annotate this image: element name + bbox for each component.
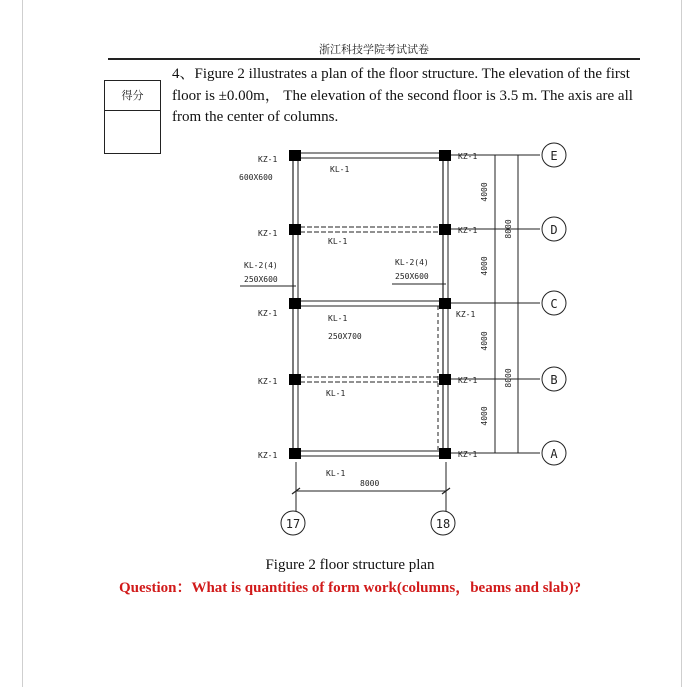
axis-label-C: C bbox=[550, 297, 558, 311]
axis-label-17: 17 bbox=[285, 517, 301, 531]
column-E18 bbox=[439, 150, 451, 161]
dim-4000-CB: 4000 bbox=[480, 331, 489, 351]
label-kl2-left: KL-2(4) bbox=[244, 261, 278, 270]
label-kz1-B18: KZ-1 bbox=[458, 376, 478, 385]
figure-caption: Figure 2 floor structure plan bbox=[265, 557, 435, 573]
label-kz1-B17: KZ-1 bbox=[258, 377, 278, 386]
axis-label-18: 18 bbox=[435, 517, 451, 531]
column-C18 bbox=[439, 298, 451, 309]
label-kl1-E: KL-1 bbox=[330, 165, 350, 174]
label-kz1-C17: KZ-1 bbox=[258, 309, 278, 318]
dim-8000-EC: 8000 bbox=[504, 219, 513, 239]
column-B17 bbox=[289, 374, 301, 385]
label-width-8000: 8000 bbox=[360, 479, 380, 488]
axis-label-B: B bbox=[550, 373, 558, 387]
question-text: 4、Figure 2 illustrates a plan of the floor structure. The elevation of the first floor is ±0.00m， The elevation of the second floor is 3.5 m. The axis are all from the center of columns. bbox=[172, 66, 633, 125]
column-D18 bbox=[439, 224, 451, 235]
label-kz1-C18: KZ-1 bbox=[456, 310, 476, 319]
axis-label-D: D bbox=[550, 223, 558, 237]
label-kl2-right-size: 250X600 bbox=[395, 272, 429, 281]
label-kl2-left-size: 250X600 bbox=[244, 275, 278, 284]
column-E17 bbox=[289, 150, 301, 161]
exam-header: 浙江科技学院考试试卷 bbox=[319, 43, 429, 56]
label-kl1-D: KL-1 bbox=[328, 237, 348, 246]
label-kl2-right: KL-2(4) bbox=[395, 258, 429, 267]
label-kl1-B: KL-1 bbox=[326, 389, 346, 398]
label-column-size: 600X600 bbox=[239, 173, 273, 182]
dim-4000-BA: 4000 bbox=[480, 406, 489, 426]
axis-label-E: E bbox=[550, 149, 558, 163]
dim-8000-CA: 8000 bbox=[504, 368, 513, 388]
label-kz1-E17: KZ-1 bbox=[258, 155, 278, 164]
label-kl1-A: KL-1 bbox=[326, 469, 346, 478]
dim-4000-ED: 4000 bbox=[480, 182, 489, 202]
column-B18 bbox=[439, 374, 451, 385]
column-A18 bbox=[439, 448, 451, 459]
label-kz1-A18: KZ-1 bbox=[458, 450, 478, 459]
label-kz1-D17: KZ-1 bbox=[258, 229, 278, 238]
axis-label-A: A bbox=[550, 447, 558, 461]
score-label: 得分 bbox=[105, 81, 160, 111]
column-C17 bbox=[289, 298, 301, 309]
column-D17 bbox=[289, 224, 301, 235]
dim-4000-DC: 4000 bbox=[480, 256, 489, 276]
label-kz1-D18: KZ-1 bbox=[458, 226, 478, 235]
bottom-question: Question：What is quantities of form work(columns，beams and slab)? bbox=[118, 580, 582, 596]
label-kz1-A17: KZ-1 bbox=[258, 451, 278, 460]
label-kz1-E18: KZ-1 bbox=[458, 152, 478, 161]
label-kl1-C: KL-1 bbox=[328, 314, 348, 323]
label-kl1-size: 250X700 bbox=[328, 332, 362, 341]
column-A17 bbox=[289, 448, 301, 459]
